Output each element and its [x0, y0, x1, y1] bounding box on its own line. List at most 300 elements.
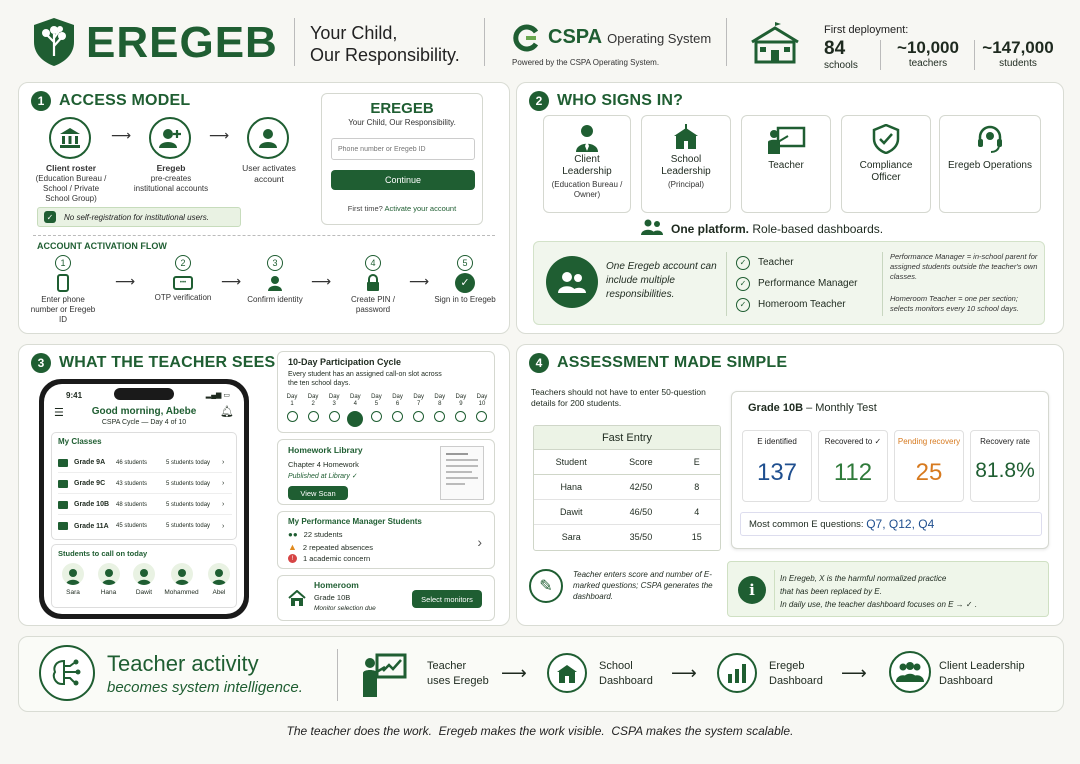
assess-intro: Teachers should not have to enter 50-question details for 200 students.	[531, 387, 706, 408]
tagline-line1: Your Child,	[310, 23, 398, 43]
band-step-line2: Dashboard	[939, 675, 993, 687]
menu-icon[interactable]: ☰	[54, 407, 64, 419]
table-row[interactable]	[534, 474, 720, 499]
band-step-line1: Teacher	[427, 660, 467, 672]
add-user-icon	[149, 117, 191, 159]
stat-students	[978, 38, 1058, 69]
teacher-view-panel	[18, 344, 510, 626]
common-value: Q7, Q12, Q4	[866, 517, 935, 531]
flow-step-3	[241, 255, 309, 305]
brand-title: EREGEB	[86, 18, 278, 67]
pm-title: My Performance Manager Students	[288, 517, 422, 526]
metric-label: E identified	[757, 437, 797, 446]
day-label: Day	[349, 394, 361, 400]
os-title	[548, 26, 711, 49]
metrics-row	[742, 430, 1040, 502]
panel-title-text: ACCESS MODEL	[59, 92, 191, 109]
monthly-test-card	[731, 391, 1049, 549]
avatar-icon	[133, 563, 155, 585]
divider	[726, 252, 727, 316]
pm-item-text: 22 students	[303, 530, 343, 539]
document-scan-icon[interactable]	[440, 446, 484, 500]
stat-label: schools	[824, 60, 858, 71]
phone-icon	[57, 274, 69, 292]
divider	[337, 649, 338, 701]
panel-title	[529, 91, 683, 111]
panel-title	[31, 353, 275, 373]
class-today: 5 students today	[166, 501, 211, 508]
table-cell: 15	[691, 531, 702, 542]
school-icon	[547, 653, 587, 693]
day-dot	[392, 411, 403, 422]
resp-label: Homeroom Teacher	[758, 299, 846, 310]
shield-check-icon: ✓	[44, 211, 56, 223]
phone-id-input[interactable]	[331, 138, 475, 160]
platform-rest: Role-based dashboards.	[752, 221, 884, 236]
bar-chart-icon	[717, 653, 757, 693]
student-name: Sara	[66, 589, 80, 596]
resp-item	[736, 252, 896, 273]
homework-status: Published at Library ✓	[288, 473, 358, 480]
flow-step-label: OTP verification	[154, 293, 212, 302]
group-icon: ●●	[288, 530, 298, 539]
login-title: EREGEB	[370, 100, 434, 117]
class-name: Grade 10B	[74, 501, 110, 508]
teacher-board-icon	[742, 126, 830, 156]
day-dot	[287, 411, 298, 422]
student-name: Abel	[212, 589, 226, 596]
class-today: 5 students today	[166, 480, 211, 487]
access-step-3	[229, 163, 309, 184]
student-name: Hana	[100, 589, 117, 596]
pm-def-rest: = in-school parent for assigned students outside the teacher's own classes.	[890, 252, 1038, 281]
day-number: 5	[374, 401, 379, 407]
role-label: Client Leadership	[562, 154, 612, 177]
test-grade: Grade 10B	[748, 402, 804, 414]
shield-check-icon	[842, 124, 930, 156]
divider	[726, 18, 727, 66]
day-dot	[455, 411, 466, 422]
arrow-icon: ⟶	[841, 663, 867, 683]
arrow-icon: ⟶	[111, 127, 132, 143]
check-circle-icon: ✓	[736, 277, 750, 291]
role-label: Eregeb Operations	[948, 160, 1032, 171]
resp-label: Teacher	[758, 257, 794, 268]
day-number: 9	[459, 401, 463, 407]
step-sub: pre-creates institutional accounts	[133, 173, 209, 193]
table-cell: 35/50	[629, 531, 653, 542]
day-number: 8	[438, 401, 442, 407]
stat-label: students	[999, 58, 1037, 69]
table-cell: 4	[694, 506, 700, 517]
arrow-icon: ⟶	[115, 273, 136, 289]
class-row[interactable]	[58, 495, 232, 515]
cspa-logo-icon	[512, 24, 540, 52]
cycle-day	[409, 394, 429, 427]
flow-step-label: Sign in to Eregeb	[434, 295, 496, 304]
day-dot	[347, 411, 363, 427]
brain-circuit-icon	[39, 645, 95, 701]
band-step-school	[599, 659, 653, 689]
metric-card	[818, 430, 888, 502]
cycle-day	[303, 394, 323, 427]
system-intelligence-band	[18, 636, 1064, 712]
chevron-right-icon: ›	[477, 534, 482, 550]
metric-card	[970, 430, 1040, 502]
band-title-1: Teacher activity	[107, 651, 259, 676]
student-avatars	[56, 563, 236, 596]
no-self-registration-note	[37, 207, 241, 227]
panel-title-text: WHAT THE TEACHER SEES	[59, 354, 276, 371]
arrow-icon: ⟶	[221, 273, 242, 289]
class-row[interactable]	[58, 453, 232, 473]
divider	[33, 235, 495, 236]
info-text	[780, 572, 1046, 611]
pm-item-text: 2 repeated absences	[302, 542, 373, 552]
band-step-line1: Client Leadership	[939, 660, 1025, 672]
enter-note: Teacher enters score and number of E-marked questions; CSPA generates the dashboard.	[573, 570, 713, 601]
user-icon	[247, 117, 289, 159]
pm-item	[288, 542, 373, 552]
class-today: 5 students today	[166, 523, 211, 529]
student-avatar[interactable]	[127, 563, 161, 596]
homework-library-card	[277, 439, 495, 505]
alert-icon: !	[288, 554, 297, 563]
flow-step-label: Enter phone number or Eregeb ID	[30, 295, 96, 324]
select-monitors-button[interactable]: Select monitors	[412, 590, 482, 608]
class-students: 46 students	[116, 459, 148, 466]
arrow-icon: ⟶	[311, 273, 332, 289]
role-sub: (Principal)	[667, 180, 704, 189]
stat-value: 84	[824, 38, 846, 59]
hr-def-rest: = one per section; selects monitors every 10 school days.	[890, 294, 1019, 313]
phone-time: 9:41	[66, 391, 83, 400]
id-user-icon	[265, 274, 285, 292]
flow-step-number: 2	[175, 255, 191, 271]
band-step-line2: Dashboard	[599, 675, 653, 687]
call-on-title: Students to call on today	[58, 549, 148, 558]
day-dot	[371, 411, 382, 422]
avatar-icon	[208, 563, 230, 585]
phone-cycle: CSPA Cycle — Day 4 of 10	[101, 419, 187, 426]
band-step-line2: Dashboard	[769, 675, 823, 687]
stat-value: ~10,000	[897, 38, 959, 57]
day-dot	[434, 411, 445, 422]
homeroom-grade: Grade 10B	[314, 593, 351, 602]
day-number: 7	[416, 401, 421, 407]
access-step-2	[131, 163, 211, 194]
hr-definition	[890, 294, 1040, 314]
role-eregeb-operations	[939, 115, 1041, 213]
common-label: Most common E questions:	[749, 518, 864, 530]
avatar-icon	[62, 563, 84, 585]
metric-card	[894, 430, 964, 502]
common-questions	[740, 512, 1042, 536]
first-time-row	[322, 204, 482, 213]
pm-item	[288, 530, 342, 539]
arrow-icon: ⟶	[671, 663, 697, 683]
cycle-day	[324, 394, 344, 427]
flow-step-number: 1	[55, 255, 71, 271]
check-circle-icon: ✓	[455, 273, 475, 293]
check-circle-icon: ✓	[736, 256, 750, 270]
metric-card	[742, 430, 812, 502]
table-cell: Hana	[560, 481, 582, 492]
os-suffix: Operating System	[607, 31, 712, 46]
pm-item-text: 1 academic concern	[303, 554, 371, 563]
day-number: 3	[332, 401, 336, 407]
day-number: 10	[478, 401, 486, 407]
performance-manager-card[interactable]	[277, 511, 495, 569]
flow-step-label: Confirm identity	[247, 295, 303, 304]
role-label: Compliance Officer	[859, 160, 913, 183]
person-tie-icon	[544, 124, 630, 154]
table-cell: Sara	[561, 531, 581, 542]
cycle-day	[282, 394, 302, 427]
role-label: School Leadership	[661, 154, 711, 177]
bank-icon	[49, 117, 91, 159]
panel-title	[529, 353, 787, 373]
col-header: Student	[555, 456, 587, 467]
class-students: 48 students	[116, 501, 148, 508]
flow-step-4	[337, 255, 409, 315]
stat-value: ~147,000	[982, 38, 1054, 57]
table-cell: 42/50	[629, 481, 653, 492]
metric-value: 25	[915, 459, 943, 486]
responsibility-list	[736, 252, 896, 315]
homework-title: Homework Library	[288, 445, 363, 455]
day-dot	[413, 411, 424, 422]
homeroom-title: Homeroom	[314, 580, 359, 590]
homeroom-note: Monitor selection due	[314, 605, 376, 612]
arrow-icon: ⟶	[501, 663, 527, 683]
avatar-icon	[98, 563, 120, 585]
divider	[974, 40, 975, 70]
phone-notch	[114, 388, 174, 400]
group-icon	[889, 651, 931, 693]
cycle-title: 10-Day Participation Cycle	[288, 357, 402, 367]
who-signs-in-panel	[516, 82, 1064, 334]
bell-icon[interactable]: 🔔︎	[220, 406, 234, 418]
info-box	[727, 561, 1049, 617]
phone-greeting: Good morning, Abebe	[91, 406, 197, 417]
house-icon	[288, 590, 306, 611]
class-name: Grade 11A	[74, 522, 109, 530]
divider	[294, 18, 295, 66]
access-step-1	[31, 163, 111, 204]
student-avatar[interactable]	[202, 563, 236, 596]
shield-tree-logo-icon	[32, 16, 76, 68]
cycle-day	[366, 394, 386, 427]
chevron-right-icon: ›	[222, 501, 225, 508]
info-icon: i	[738, 576, 766, 604]
panel-number: 2	[529, 91, 549, 111]
metric-label: Pending recovery	[897, 437, 961, 446]
student-name: Dawit	[135, 589, 153, 596]
group-icon	[641, 219, 663, 238]
band-step-teacher	[427, 659, 489, 689]
tagline	[310, 22, 460, 66]
table-cell: 46/50	[629, 506, 653, 517]
platform-bold: One platform.	[671, 221, 750, 236]
arrow-icon: ⟶	[409, 273, 430, 289]
flow-step-number: 5	[457, 255, 473, 271]
flow-step-number: 3	[267, 255, 283, 271]
class-name: Grade 9A	[74, 459, 106, 466]
divider	[882, 252, 883, 316]
stat-teachers	[888, 38, 968, 69]
flow-step-1	[29, 255, 97, 325]
test-name: – Monthly Test	[806, 402, 877, 414]
day-number: 2	[311, 401, 315, 407]
os-powered: Powered by the CSPA Operating System.	[512, 58, 660, 67]
cycle-day	[451, 394, 471, 427]
col-header: E	[693, 456, 700, 467]
day-label: Day	[371, 394, 382, 400]
band-title-2: becomes system intelligence.	[107, 679, 303, 696]
student-avatar[interactable]	[92, 563, 126, 596]
role-teacher	[741, 115, 831, 213]
flow-step-label: Create PIN / password	[350, 295, 395, 314]
cycle-desc: Every student has an assigned call-on slot across the ten school days.	[288, 371, 442, 387]
school-icon	[642, 124, 730, 154]
login-card	[321, 93, 483, 225]
footer-tagline: The teacher does the work. Eregeb makes the work visible. CSPA makes the system scalable.	[286, 724, 794, 738]
my-classes-card	[51, 432, 237, 540]
day-label: Day	[413, 394, 424, 400]
warning-icon: ▲	[288, 542, 297, 552]
day-label: Day	[455, 394, 467, 400]
panel-number: 3	[31, 353, 51, 373]
cycle-day	[472, 394, 492, 427]
school-building-icon	[748, 22, 802, 66]
headset-icon	[940, 124, 1040, 156]
continue-button[interactable]: Continue	[331, 170, 475, 190]
metric-label: Recovered to ✓	[824, 437, 882, 446]
header	[0, 0, 1080, 80]
homeroom-card	[277, 575, 495, 621]
resp-label: Performance Manager	[758, 278, 858, 289]
login-subtitle: Your Child, Our Responsibility.	[348, 118, 456, 127]
otp-chat-icon: •••	[173, 276, 193, 290]
note-text: No self-registration for institutional users.	[64, 212, 209, 222]
band-step-client	[939, 659, 1025, 689]
chevron-right-icon: ›	[222, 459, 225, 466]
pm-def-bold: Performance Manager	[890, 252, 965, 261]
test-title	[748, 402, 877, 414]
class-icon	[58, 480, 68, 488]
info-line3: In daily use, the teacher dashboard focuses on E → ✓ .	[780, 600, 978, 609]
stat-label: teachers	[908, 58, 948, 69]
my-classes-title: My Classes	[58, 437, 102, 446]
step-label: Eregeb	[156, 163, 186, 173]
table-row[interactable]	[534, 524, 720, 549]
metric-value: 137	[756, 459, 798, 486]
tagline-line2: Our Responsibility.	[310, 45, 460, 65]
first-time-text: First time?	[347, 204, 383, 213]
avatar-icon	[171, 563, 193, 585]
signal-icon: ▂▄▆ ▭	[205, 392, 230, 399]
class-icon	[58, 459, 68, 467]
teacher-board-icon	[361, 651, 411, 699]
class-today: 5 students today	[166, 459, 211, 466]
activate-account-link[interactable]: Activate your account	[384, 204, 457, 213]
step-label: User activates account	[242, 163, 296, 184]
activation-flow	[29, 255, 499, 333]
edit-icon: ✎	[529, 569, 563, 603]
day-label: Day	[307, 394, 319, 400]
band-step-line2: uses Eregeb	[427, 675, 489, 687]
participation-cycle-card	[277, 351, 495, 433]
flow-step-5	[433, 255, 497, 305]
role-client-leadership	[543, 115, 631, 213]
divider	[880, 40, 881, 70]
users-circle-icon	[546, 256, 598, 308]
class-students: 45 students	[116, 523, 148, 529]
day-number: 1	[290, 401, 294, 407]
day-label: Day	[434, 394, 446, 400]
panel-title-text: ASSESSMENT MADE SIMPLE	[557, 354, 788, 371]
info-line1: In Eregeb, X is the harmful normalized practice	[780, 574, 947, 583]
col-header: Score	[629, 456, 653, 467]
class-row[interactable]	[58, 474, 232, 494]
platform-line	[641, 219, 883, 238]
divider	[484, 18, 485, 66]
view-scan-button[interactable]: View Scan	[288, 486, 348, 500]
pm-item	[288, 554, 370, 563]
day-label: Day	[392, 394, 403, 400]
table-cell: 8	[694, 481, 700, 492]
panel-title-text: WHO SIGNS IN?	[557, 92, 684, 109]
info-divider	[774, 570, 775, 610]
role-compliance-officer	[841, 115, 931, 213]
day-number: 4	[353, 401, 357, 407]
call-on-card	[51, 544, 237, 608]
resp-item	[736, 273, 896, 294]
student-avatar[interactable]	[163, 563, 201, 596]
table-cell: Dawit	[559, 506, 583, 517]
flow-step-2	[149, 255, 217, 303]
student-avatar[interactable]	[56, 563, 90, 596]
step-sub: (Education Bureau / School / Private School Group)	[35, 173, 107, 203]
flow-title: ACCOUNT ACTIVATION FLOW	[37, 241, 167, 251]
class-icon	[58, 522, 68, 530]
student-name: Mohammed	[164, 589, 199, 596]
flow-step-number: 4	[365, 255, 381, 271]
panel-title	[31, 91, 190, 111]
role-sub: (Education Bureau / Owner)	[551, 180, 623, 199]
metric-value: 81.8%	[975, 459, 1035, 482]
phone-mockup	[39, 379, 249, 619]
info-line2: that has been replaced by E.	[780, 587, 882, 596]
os-name: CSPA	[548, 26, 603, 48]
cycle-day	[388, 394, 408, 427]
chevron-right-icon: ›	[222, 480, 225, 487]
role-school-leadership	[641, 115, 731, 213]
table-row[interactable]	[534, 499, 720, 524]
band-title	[107, 651, 303, 696]
day-label: Day	[328, 394, 340, 400]
class-row[interactable]	[58, 516, 232, 536]
assessment-panel	[516, 344, 1064, 626]
day-label: Day	[286, 394, 298, 400]
band-step-line1: Eregeb	[769, 660, 805, 672]
day-dot	[329, 411, 340, 422]
panel-number: 4	[529, 353, 549, 373]
role-label: Teacher	[768, 160, 804, 171]
table-header-row	[534, 450, 720, 474]
resp-item	[736, 294, 896, 315]
